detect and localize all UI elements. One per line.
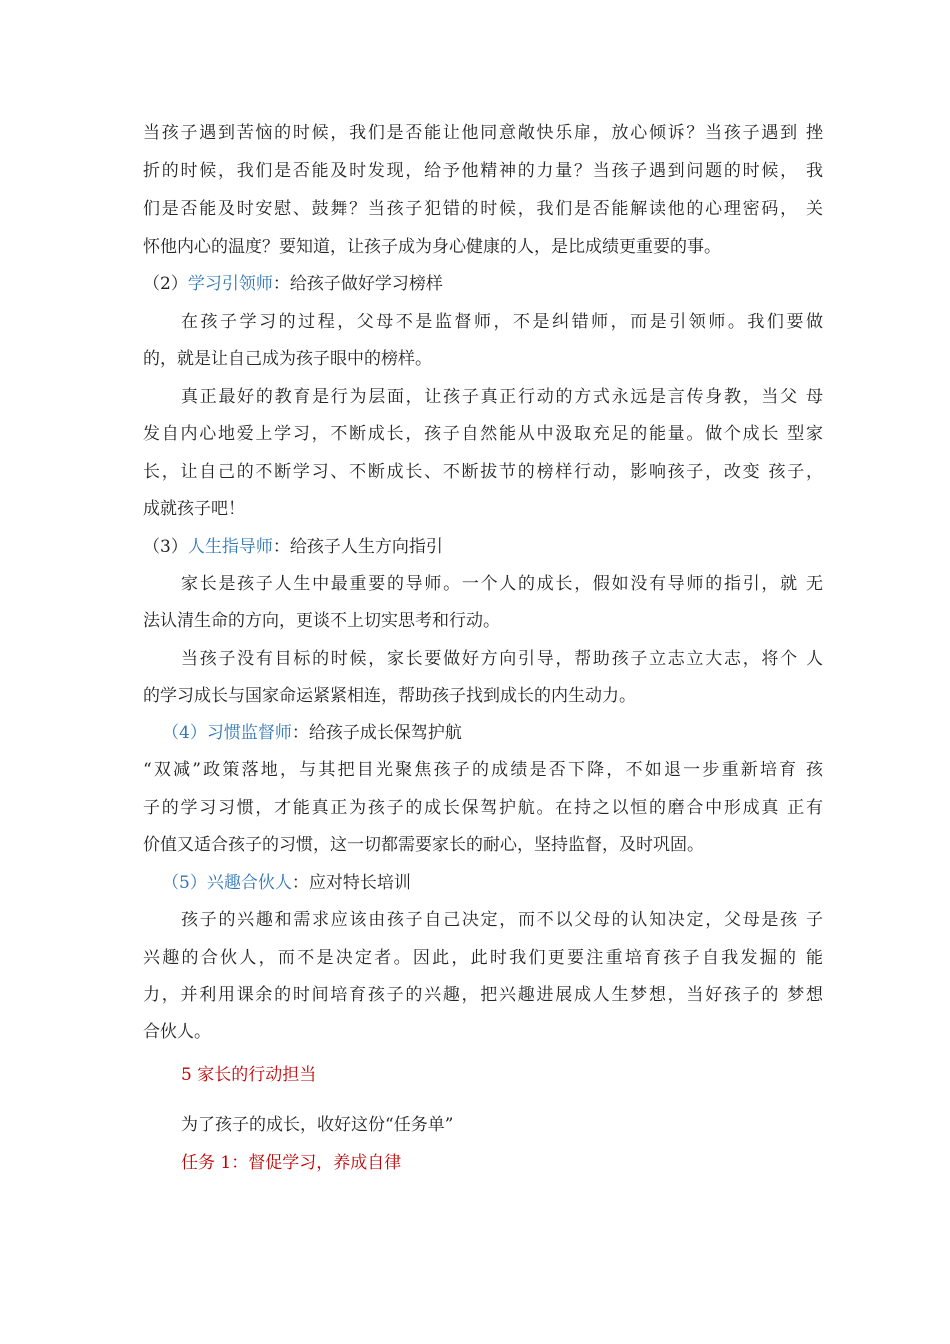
paragraph-line: 折的时候，我们是否能及时发现，给予他精神的力量？当孩子遇到问题的时候， 我 xyxy=(143,161,823,181)
paragraph-line: 孩子的兴趣和需求应该由孩子自己决定，而不以父母的认知决定，父母是孩 子 xyxy=(181,910,823,930)
section-subtitle: ：给孩子做好学习榜样 xyxy=(272,274,443,294)
section-heading-3 xyxy=(143,535,823,559)
chapter-heading: 5 家长的行动担当 xyxy=(181,1065,317,1085)
paragraph-line: 在孩子学习的过程，父母不是监督师，不是纠错师，而是引领师。我们要做 xyxy=(181,312,823,332)
section-heading-2 xyxy=(143,272,823,296)
paragraph-line: 的，就是让自己成为孩子眼中的榜样。 xyxy=(143,349,432,369)
paragraph-line: 当孩子没有目标的时候，家长要做好方向引导，帮助孩子立志立大志，将个 人 xyxy=(181,649,823,669)
section-subtitle: ：给孩子人生方向指引 xyxy=(272,537,443,557)
section-subtitle: ：给孩子成长保驾护航 xyxy=(291,723,462,743)
section-number: （5） xyxy=(162,873,207,893)
paragraph-line: 当孩子遇到苦恼的时候，我们是否能让他同意敞快乐扉，放心倾诉？当孩子遇到 挫 xyxy=(143,123,823,143)
section-number: （4） xyxy=(162,723,207,743)
section-title: 学习引领师 xyxy=(187,274,273,294)
paragraph-line: 法认清生命的方向，更谈不上切实思考和行动。 xyxy=(143,611,500,631)
paragraph-line: 家长是孩子人生中最重要的导师。一个人的成长，假如没有导师的指引，就 无 xyxy=(181,574,823,594)
section-number: （2） xyxy=(143,274,188,294)
section-title: 习惯监督师 xyxy=(206,723,292,743)
paragraph-line: 发自内心地爱上学习，不断成长，孩子自然能从中汲取充足的能量。做个成长 型家 xyxy=(143,424,823,444)
section-heading-4 xyxy=(162,721,842,745)
paragraph-line: 兴趣的合伙人，而不是决定者。因此，此时我们更要注重培育孩子自我发掘的 能 xyxy=(143,948,823,968)
paragraph-line: 为了孩子的成长，收好这份“任务单” xyxy=(181,1115,454,1135)
task-heading: 任务 1：督促学习，养成自律 xyxy=(181,1153,402,1173)
paragraph-line: 力，并利用课余的时间培育孩子的兴趣，把兴趣进展成人生梦想，当好孩子的 梦想 xyxy=(143,985,823,1005)
paragraph-line: “双减”政策落地，与其把目光聚焦孩子的成绩是否下降，不如退一步重新培育 孩 xyxy=(143,760,823,780)
section-heading-5 xyxy=(162,871,842,895)
paragraph-line: 们是否能及时安慰、鼓舞？当孩子犯错的时候，我们是否能解读他的心理密码， 关 xyxy=(143,199,823,219)
paragraph-line: 真正最好的教育是行为层面，让孩子真正行动的方式永远是言传身教，当父 母 xyxy=(181,387,823,407)
paragraph-line: 子的学习习惯，才能真正为孩子的成长保驾护航。在持之以恒的磨合中形成真 正有 xyxy=(143,798,823,818)
paragraph-line: 怀他内心的温度？要知道，让孩子成为身心健康的人，是比成绩更重要的事。 xyxy=(143,237,721,257)
section-number: （3） xyxy=(143,537,188,557)
paragraph-line: 合伙人。 xyxy=(143,1022,211,1042)
paragraph-line: 长，让自己的不断学习、不断成长、不断拔节的榜样行动，影响孩子，改变 孩子， xyxy=(143,462,823,482)
paragraph-line: 的学习成长与国家命运紧紧相连，帮助孩子找到成长的内生动力。 xyxy=(143,686,636,706)
section-title: 兴趣合伙人 xyxy=(206,873,292,893)
paragraph-line: 成就孩子吧！ xyxy=(143,499,245,519)
paragraph-line: 价值又适合孩子的习惯，这一切都需要家长的耐心，坚持监督，及时巩固。 xyxy=(143,835,704,855)
section-title: 人生指导师 xyxy=(187,537,273,557)
section-subtitle: ：应对特长培训 xyxy=(291,873,411,893)
